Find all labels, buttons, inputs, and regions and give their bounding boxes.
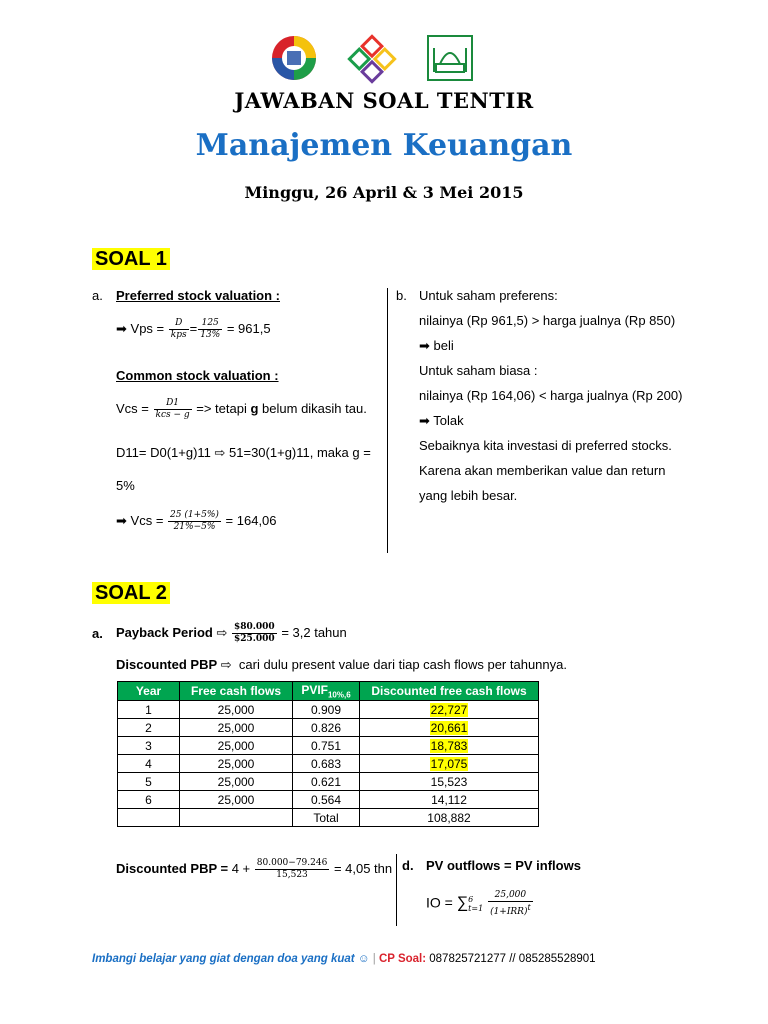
table-row: [118, 701, 539, 719]
column-header: Year: [118, 682, 180, 701]
table-cell: 0.751: [293, 737, 360, 755]
table-cell: Total: [293, 809, 360, 827]
vps-equation: ➡ Vps = $\frac{D}{\text{kps}}$ = $\frac{125}{13\%}$ = 961,5: [116, 318, 271, 340]
table-cell: [360, 737, 539, 755]
highlighted-value: 20,661: [430, 720, 468, 735]
soal1-b-marker: b.: [396, 288, 407, 303]
vcs-result-equation: ➡ Vcs = $\frac{25 (1+5\%)}{21\%-5\%}$ = 164,06: [116, 510, 277, 532]
vcs-fraction: $\frac{D1}{\text{kcs − g}}$: [155, 398, 190, 420]
soal1-b-line: nilainya (Rp 164,06) < harga jualnya (Rp 200): [419, 388, 683, 403]
preferred-stock-title: Preferred stock valuation :: [116, 288, 280, 303]
column-header: $PVIF_{10\%,6}$: [293, 682, 360, 701]
vps-fraction-2: $\frac{125}{13\%}$: [200, 318, 221, 340]
column-divider: [396, 854, 397, 926]
table-row: [118, 773, 539, 791]
soal2-a-marker: a.: [92, 626, 103, 641]
table-row: [118, 737, 539, 755]
footer-separator: |: [372, 953, 376, 965]
document-title: JAWABAN SOAL TENTIR: [234, 88, 534, 113]
table-cell: 25,000: [180, 791, 293, 809]
table-cell: [360, 719, 539, 737]
table-cell: 25,000: [180, 755, 293, 773]
soal2-heading: SOAL 2: [92, 579, 170, 607]
table-cell: 0.826: [293, 719, 360, 737]
table-cell: 0.621: [293, 773, 360, 791]
vps-fraction-1: $\frac{D}{\text{kps}}$: [170, 318, 187, 340]
discounted-pbp-equation: Discounted PBP = 4 + $\frac{80.000-79.246}{15,523}$ = 4,05 thn: [116, 858, 393, 880]
table-cell: [118, 809, 180, 827]
table-cell: 4: [118, 755, 180, 773]
column-header: Discounted free cash flows: [360, 682, 539, 701]
discounted-cash-flow-table: [117, 681, 539, 827]
io-fraction: $\frac{25,000}{(1+IRR)^t}$: [490, 890, 531, 917]
table-cell: 6: [118, 791, 180, 809]
soal1-b-line: nilainya (Rp 961,5) > harga jualnya (Rp 850): [419, 313, 676, 328]
organization-logo-icon: [347, 34, 397, 84]
table-cell: 108,882: [360, 809, 539, 827]
soal1-b-line: ➡ beli: [419, 338, 454, 353]
highlighted-value: 17,075: [430, 756, 468, 771]
footer: [92, 953, 596, 965]
university-logo-icon: [270, 34, 318, 82]
table-cell: 3: [118, 737, 180, 755]
footer-contact-numbers: 087825721277 // 085285528901: [429, 953, 596, 965]
arrow-right-outline-icon: ⇨: [216, 624, 228, 640]
logo-row: [0, 34, 768, 84]
arrow-right-icon: ➡: [116, 512, 127, 528]
table-cell: 25,000: [180, 737, 293, 755]
table-cell: 2: [118, 719, 180, 737]
document-date: Minggu, 26 April & 3 Mei 2015: [244, 183, 524, 202]
table-cell: 0.683: [293, 755, 360, 773]
table-row: [118, 791, 539, 809]
soal1-a-marker: a.: [92, 288, 103, 303]
table-cell: 14,112: [360, 791, 539, 809]
arrow-right-outline-icon: ⇨: [220, 657, 232, 672]
footer-motto: Imbangi belajar yang giat dengan doa yang kuat ☺: [92, 953, 370, 965]
soal1-heading: SOAL 1: [92, 245, 170, 273]
soal1-b-line: Sebaiknya kita investasi di preferred stocks.: [419, 438, 672, 453]
table-cell: 25,000: [180, 701, 293, 719]
table-cell: 25,000: [180, 773, 293, 791]
soal1-b-line: Karena akan memberikan value dan return: [419, 463, 666, 478]
table-cell: 0.909: [293, 701, 360, 719]
table-cell: 1: [118, 701, 180, 719]
table-total-row: [118, 809, 539, 827]
table-row: [118, 755, 539, 773]
arrow-right-icon: ➡: [116, 320, 127, 336]
soal2-d-marker: d.: [402, 858, 414, 873]
arrow-right-icon: ➡: [419, 338, 430, 353]
table-cell: 25,000: [180, 719, 293, 737]
arrow-right-icon: ➡: [419, 413, 430, 428]
table-cell: 15,523: [360, 773, 539, 791]
mosque-logo-icon: [426, 34, 474, 82]
table-cell: 0.564: [293, 791, 360, 809]
table-row: [118, 719, 539, 737]
vcs-equation: Vcs = $\frac{D1}{\text{kcs − g}}$ => tetapi g belum dikasih tau.: [116, 398, 367, 420]
column-header: Free cash flows: [180, 682, 293, 701]
table-cell: 5: [118, 773, 180, 791]
g-value: 5%: [116, 478, 135, 493]
common-stock-title: Common stock valuation :: [116, 368, 279, 383]
io-equation: IO = ∑ 6 t=1 $\frac{25,000}{(1+IRR)^t}$: [426, 890, 531, 917]
soal1-b-line: yang lebih besar.: [419, 488, 518, 503]
payback-period-equation: Payback Period ⇨ $\frac{\$80.000}{\$25.000}$ = 3,2 tahun: [116, 622, 347, 644]
vcs-result-fraction: $\frac{25 (1+5\%)}{21\%-5\%}$: [170, 510, 219, 532]
table-cell: [360, 755, 539, 773]
course-title: Manajemen Keuangan: [195, 128, 573, 163]
dpbp-fraction: $\frac{80.000-79.246}{15,523}$: [256, 858, 328, 880]
payback-fraction: $\frac{\$80.000}{\$25.000}$: [233, 622, 275, 644]
footer-contact-label: CP Soal:: [378, 953, 427, 965]
soal1-b-line: Untuk saham preferens:: [419, 288, 558, 303]
soal1-b-line: Untuk saham biasa :: [419, 363, 538, 378]
discounted-pbp-intro: Discounted PBP ⇨ cari dulu present value dari tiap cash flows per tahunnya.: [116, 657, 567, 672]
table-cell: [180, 809, 293, 827]
column-divider: [387, 288, 388, 553]
d11-equation: D11= D0(1+g)11 ⇨ 51=30(1+g)11, maka g =: [116, 445, 371, 460]
highlighted-value: 22,727: [430, 702, 468, 717]
table-cell: [360, 701, 539, 719]
highlighted-value: 18,783: [430, 738, 468, 753]
soal1-b-line: ➡ Tolak: [419, 413, 464, 428]
pv-equality-title: PV outflows = PV inflows: [426, 858, 581, 873]
